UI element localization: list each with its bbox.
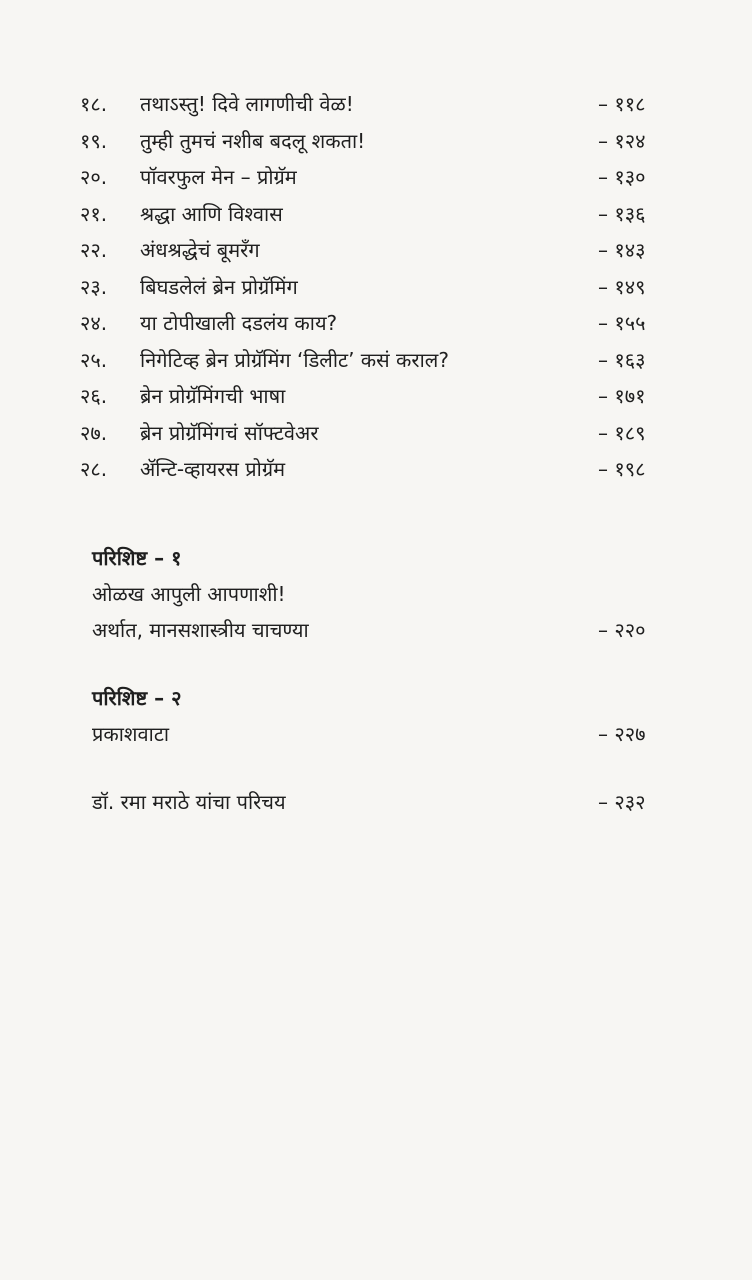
toc-entry bbox=[80, 378, 670, 415]
chapter-title: या टोपीखाली दडलंय काय? bbox=[140, 311, 338, 335]
table-of-contents bbox=[80, 86, 670, 488]
chapter-page: – १८९ bbox=[598, 420, 646, 445]
chapter-page: – १६३ bbox=[598, 347, 646, 372]
chapter-number: १८. bbox=[80, 92, 108, 116]
chapter-number: २८. bbox=[80, 457, 108, 481]
toc-entry bbox=[80, 451, 670, 488]
author-intro-title: डॉ. रमा मराठे यांचा परिचय bbox=[92, 790, 286, 814]
chapter-number: २१. bbox=[80, 201, 108, 226]
chapter-number: २०. bbox=[80, 165, 108, 189]
toc-entry bbox=[80, 232, 670, 269]
toc-entry bbox=[80, 123, 670, 160]
chapter-number: १९. bbox=[80, 128, 108, 153]
appendix-2-title: प्रकाशवाटा bbox=[92, 722, 170, 746]
chapter-number: २५. bbox=[80, 347, 108, 372]
appendix-1-heading: परिशिष्ट – १ bbox=[92, 546, 182, 570]
toc-entry bbox=[80, 415, 670, 452]
chapter-number: २६. bbox=[80, 384, 108, 408]
appendix-1-page: – २२० bbox=[598, 618, 646, 642]
author-intro-entry bbox=[92, 784, 670, 820]
appendix-1-title-line-2 bbox=[92, 612, 670, 648]
appendix-2 bbox=[92, 680, 670, 752]
chapter-page: – १३६ bbox=[598, 201, 646, 226]
author-intro-page: – २३२ bbox=[598, 790, 646, 814]
chapter-page: – १४३ bbox=[598, 238, 646, 262]
appendix-2-title-line bbox=[92, 716, 670, 752]
appendix-1-subtitle: अर्थात, मानसशास्त्रीय चाचण्या bbox=[92, 618, 309, 642]
appendix-1-title: ओळख आपुली आपणाशी! bbox=[92, 582, 286, 606]
chapter-page: – १४९ bbox=[598, 274, 646, 299]
chapter-page: – १७१ bbox=[598, 384, 646, 408]
chapter-number: २३. bbox=[80, 274, 108, 299]
chapter-title: ब्रेन प्रोग्रॅमिंगची भाषा bbox=[140, 384, 286, 408]
appendix-2-heading: परिशिष्ट – २ bbox=[92, 686, 182, 710]
chapter-number: २४. bbox=[80, 311, 108, 335]
toc-entry bbox=[80, 342, 670, 379]
appendix-2-page: – २२७ bbox=[598, 722, 646, 746]
toc-entry bbox=[80, 86, 670, 123]
appendix-1-title-line-1 bbox=[92, 576, 670, 612]
toc-entry bbox=[80, 269, 670, 306]
chapter-title: ॲन्टि-व्हायरस प्रोग्रॅम bbox=[140, 457, 286, 481]
appendix-1 bbox=[92, 540, 670, 648]
chapter-page: – १५५ bbox=[598, 311, 646, 335]
chapter-page: – ११८ bbox=[598, 92, 646, 116]
toc-entry bbox=[80, 196, 670, 233]
chapter-page: – १२४ bbox=[598, 128, 646, 153]
chapter-page: – १९८ bbox=[598, 457, 646, 481]
toc-entry bbox=[80, 305, 670, 342]
chapter-title: तुम्ही तुमचं नशीब बदलू शकता! bbox=[140, 128, 366, 153]
chapter-title: तथाऽस्तु! दिवे लागणीची वेळ! bbox=[140, 92, 354, 116]
chapter-title: पॉवरफुल मेन – प्रोग्रॅम bbox=[140, 165, 297, 189]
chapter-title: अंधश्रद्धेचं बूमरँग bbox=[140, 238, 260, 262]
toc-entry bbox=[80, 159, 670, 196]
chapter-title: निगेटिव्ह ब्रेन प्रोग्रॅमिंग ‘डिलीट’ कसं कराल? bbox=[140, 347, 449, 372]
chapter-title: श्रद्धा आणि विश्वास bbox=[140, 201, 283, 226]
chapter-number: २२. bbox=[80, 238, 108, 262]
chapter-title: ब्रेन प्रोग्रॅमिंगचं सॉफ्टवेअर bbox=[140, 420, 319, 445]
chapter-number: २७. bbox=[80, 420, 108, 445]
chapter-title: बिघडलेलं ब्रेन प्रोग्रॅमिंग bbox=[140, 274, 298, 299]
chapter-page: – १३० bbox=[598, 165, 646, 189]
